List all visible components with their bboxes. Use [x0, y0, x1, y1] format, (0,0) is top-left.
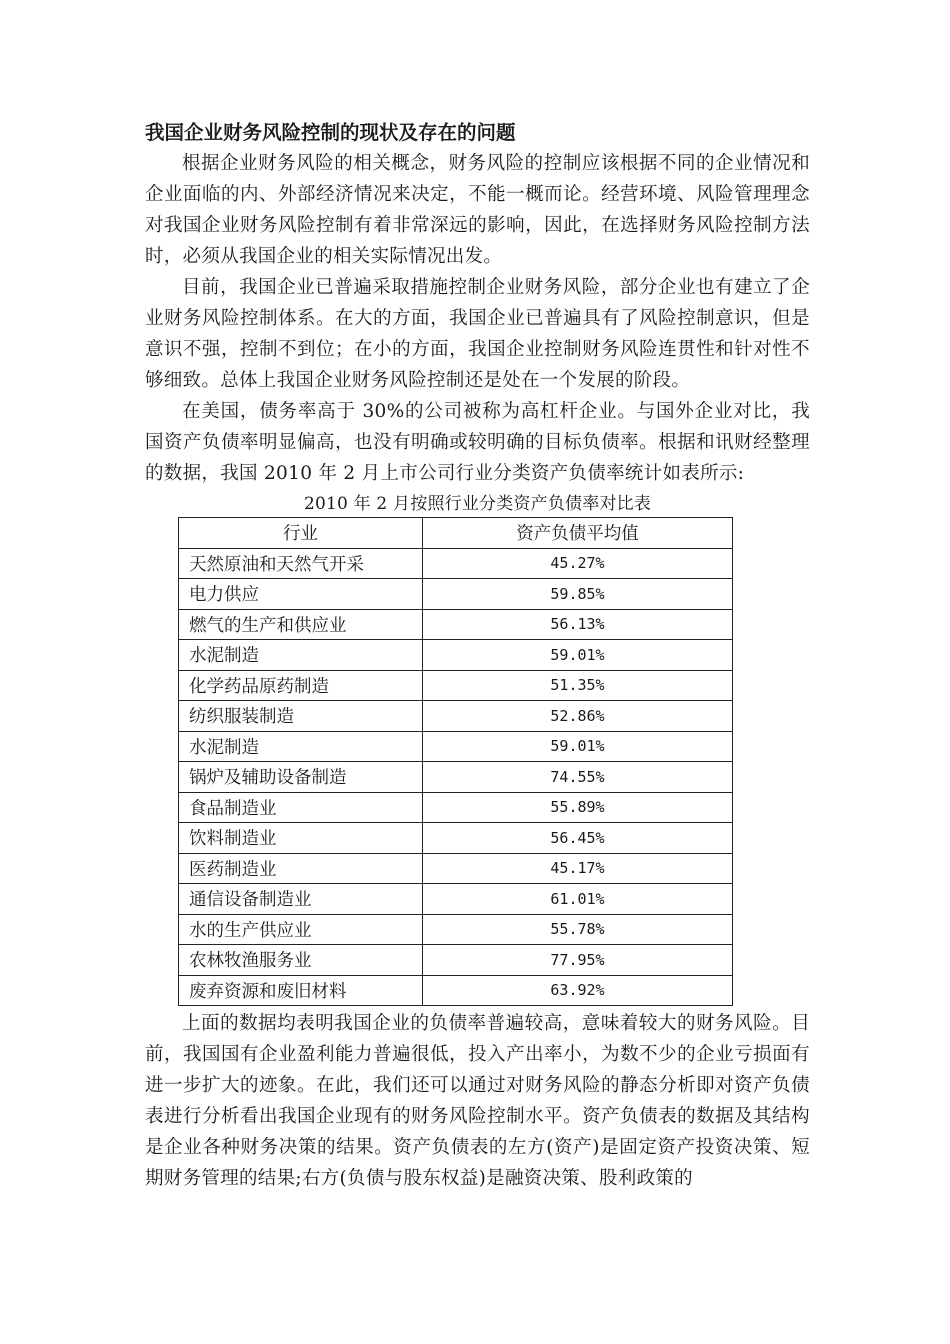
table-row [179, 823, 733, 854]
table-row [179, 701, 733, 732]
ratio-cell: 51.35% [423, 670, 733, 701]
industry-cell: 水泥制造 [179, 731, 423, 762]
industry-cell: 电力供应 [179, 579, 423, 610]
document-page [145, 118, 810, 1194]
industry-cell: 农林牧渔服务业 [179, 945, 423, 976]
header-industry: 行业 [179, 518, 423, 549]
debt-ratio-table [178, 517, 733, 1006]
industry-cell: 医药制造业 [179, 853, 423, 884]
table-row [179, 945, 733, 976]
ratio-cell: 45.17% [423, 853, 733, 884]
ratio-cell: 55.89% [423, 792, 733, 823]
ratio-cell: 56.13% [423, 609, 733, 640]
table-row [179, 609, 733, 640]
ratio-cell: 61.01% [423, 884, 733, 915]
section-heading: 我国企业财务风险控制的现状及存在的问题 [145, 121, 516, 144]
table-row [179, 731, 733, 762]
table-row [179, 640, 733, 671]
table-row [179, 884, 733, 915]
table-row [179, 792, 733, 823]
ratio-cell: 59.01% [423, 640, 733, 671]
industry-cell: 纺织服装制造 [179, 701, 423, 732]
industry-cell: 水的生产供应业 [179, 914, 423, 945]
table-row [179, 914, 733, 945]
ratio-cell: 63.92% [423, 975, 733, 1006]
industry-cell: 化学药品原药制造 [179, 670, 423, 701]
ratio-cell: 45.27% [423, 548, 733, 579]
table-row [179, 579, 733, 610]
ratio-cell: 59.01% [423, 731, 733, 762]
ratio-cell: 52.86% [423, 701, 733, 732]
table-row [179, 975, 733, 1006]
table-caption: 2010 年 2 月按照行业分类资产负债率对比表 [303, 494, 652, 514]
header-avg-ratio: 资产负债平均值 [423, 518, 733, 549]
table-header-row [179, 518, 733, 549]
ratio-cell: 74.55% [423, 762, 733, 793]
ratio-cell: 59.85% [423, 579, 733, 610]
ratio-cell: 55.78% [423, 914, 733, 945]
table-row [179, 853, 733, 884]
industry-cell: 饮料制造业 [179, 823, 423, 854]
industry-cell: 天然原油和天然气开采 [179, 548, 423, 579]
table-row [179, 762, 733, 793]
industry-cell: 废弃资源和废旧材料 [179, 975, 423, 1006]
industry-cell: 水泥制造 [179, 640, 423, 671]
paragraph-3: 在美国，债务率高于 30%的公司被称为高杠杆企业。与国外企业对比，我国资产负债率明显偏高，也没有明确或较明确的目标负债率。根据和讯财经整理的数据，我国 2010 年 2 月上市公司行业分类资产负债率统计如表所示: [145, 401, 810, 484]
ratio-cell: 56.45% [423, 823, 733, 854]
paragraph-1: 根据企业财务风险的相关概念，财务风险的控制应该根据不同的企业情况和企业面临的内、外部经济情况来决定，不能一概而论。经营环境、风险管理理念对我国企业财务风险控制有着非常深远的影响，因此，在选择财务风险控制方法时，必须从我国企业的相关实际情况出发。 [145, 153, 810, 267]
table-body [179, 548, 733, 1006]
industry-cell: 燃气的生产和供应业 [179, 609, 423, 640]
paragraph-2: 目前，我国企业已普遍采取措施控制企业财务风险，部分企业也有建立了企业财务风险控制体系。在大的方面，我国企业已普遍具有了风险控制意识，但是意识不强，控制不到位；在小的方面，我国企业控制财务风险连贯性和针对性不够细致。总体上我国企业财务风险控制还是处在一个发展的阶段。 [145, 277, 810, 391]
industry-cell: 食品制造业 [179, 792, 423, 823]
paragraph-after-table: 上面的数据均表明我国企业的负债率普遍较高，意味着较大的财务风险。目前，我国国有企业盈利能力普遍很低，投入产出率小，为数不少的企业亏损面有进一步扩大的迹象。在此，我们还可以通过对财务风险的静态分析即对资产负债表进行分析看出我国企业现有的财务风险控制水平。资产负债表的数据及其结构是企业各种财务决策的结果。资产负债表的左方(资产)是固定资产投资决策、短期财务管理的结果;右方(负债与股东权益)是融资决策、股利政策的 [145, 1013, 810, 1189]
industry-cell: 锅炉及辅助设备制造 [179, 762, 423, 793]
table-row [179, 670, 733, 701]
table-row [179, 548, 733, 579]
industry-cell: 通信设备制造业 [179, 884, 423, 915]
ratio-cell: 77.95% [423, 945, 733, 976]
